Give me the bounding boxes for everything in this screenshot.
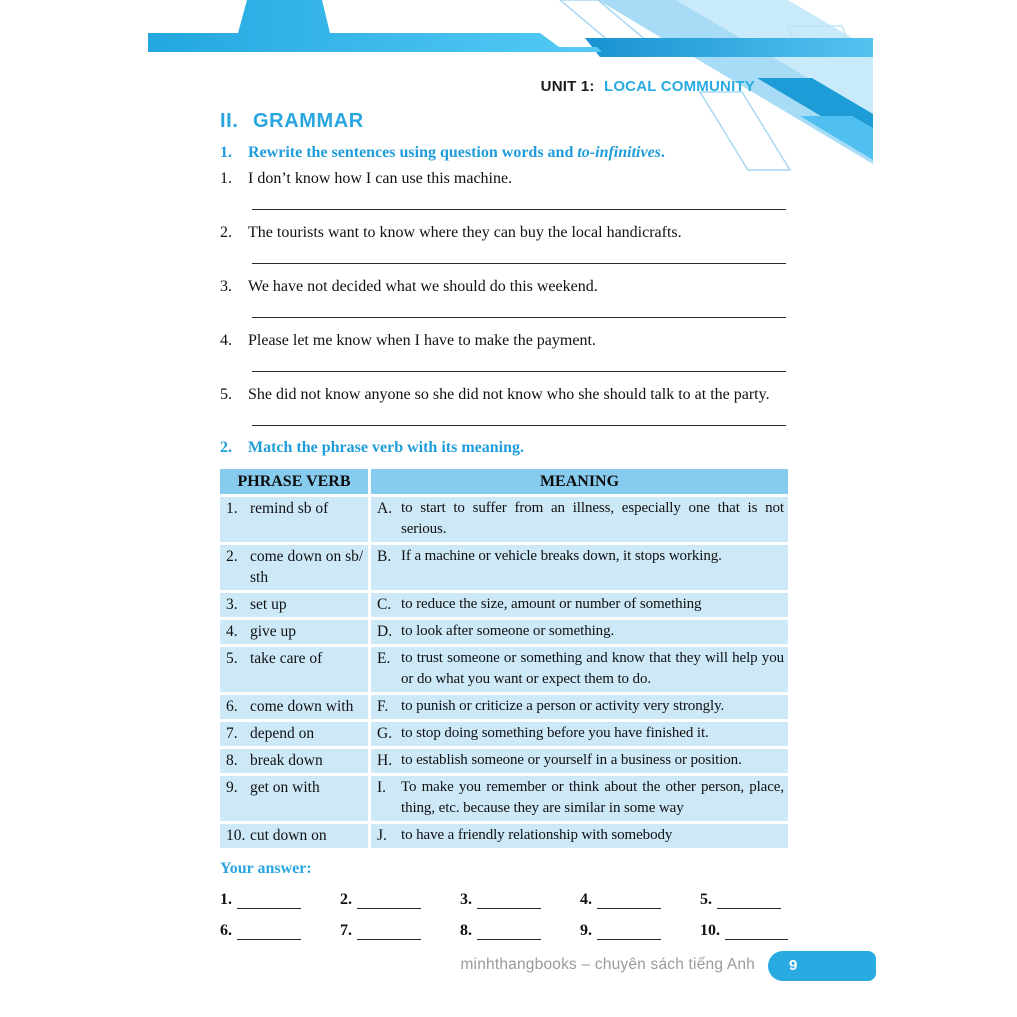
table-row <box>220 497 788 542</box>
meaning-cell <box>371 545 788 590</box>
answer-blank-line <box>597 922 661 940</box>
meaning-text: to punish or criticize a person or activity very strongly. <box>401 698 725 714</box>
rewrite-blank-line <box>252 209 786 210</box>
meaning-cell <box>371 593 788 617</box>
answer-slot-number: 5. <box>700 891 712 908</box>
phrase-number: 4. <box>226 623 238 640</box>
column-header-meaning: MEANING <box>371 469 788 494</box>
meaning-text: to have a friendly relationship with somebody <box>401 827 673 843</box>
phrase-text: give up <box>250 623 297 640</box>
rewrite-blank-line <box>252 425 786 426</box>
phrase-text: take care of <box>250 650 323 667</box>
exercise2-number: 2. <box>220 439 232 456</box>
phrase-text: depend on <box>250 725 315 742</box>
instruction-text-suffix: . <box>660 144 665 161</box>
meaning-letter: J. <box>377 827 387 844</box>
meaning-letter: C. <box>377 596 392 613</box>
answer-slot <box>220 891 308 909</box>
answer-blank-line <box>725 922 788 940</box>
answer-blank-line <box>237 891 301 909</box>
section-numeral: II. <box>220 110 239 132</box>
sentence-text: The tourists want to know where they can buy the local handicrafts. <box>248 224 682 241</box>
answer-slot-number: 10. <box>700 922 720 939</box>
meaning-letter: G. <box>377 725 393 742</box>
instruction-text-italic: to-infinitives <box>577 144 661 161</box>
phrase-number: 3. <box>226 596 238 613</box>
answer-slot <box>460 922 548 940</box>
unit-label: UNIT 1: <box>540 78 595 95</box>
phrase-text: remind sb of <box>250 500 329 517</box>
left-banner-shape <box>148 0 602 52</box>
meaning-letter: H. <box>377 752 393 769</box>
phrase-text: come down with <box>250 698 354 715</box>
table-row <box>220 722 788 746</box>
answers-row-1 <box>220 891 788 909</box>
sentence-number: 1. <box>220 170 232 187</box>
answer-slot-number: 4. <box>580 891 592 908</box>
meaning-cell <box>371 722 788 746</box>
rewrite-blank-line <box>252 263 786 264</box>
sentence-text: Please let me know when I have to make the payment. <box>248 332 596 349</box>
answer-slot-number: 9. <box>580 922 592 939</box>
sentence-item <box>220 223 800 243</box>
phrase-number: 5. <box>226 650 238 667</box>
exercise1-instruction <box>220 144 800 162</box>
phrase-cell <box>220 722 368 746</box>
phrase-number: 1. <box>226 500 238 517</box>
meaning-letter: A. <box>377 500 393 517</box>
meaning-cell <box>371 497 788 542</box>
phrase-text: get on with <box>250 779 320 796</box>
answer-slot-number: 3. <box>460 891 472 908</box>
answer-blank-line <box>357 922 421 940</box>
meaning-cell <box>371 620 788 644</box>
meaning-text: to reduce the size, amount or number of something <box>401 596 702 612</box>
table-row <box>220 593 788 617</box>
answer-blank-line <box>477 891 541 909</box>
sentence-number: 2. <box>220 224 232 241</box>
phrase-text: cut down on <box>250 827 327 844</box>
answer-blank-line <box>357 891 421 909</box>
meaning-cell <box>371 824 788 848</box>
rewrite-blank-line <box>252 317 786 318</box>
answer-blank-line <box>717 891 781 909</box>
answer-slot <box>340 922 428 940</box>
meaning-letter: B. <box>377 548 392 565</box>
section-heading-grammar <box>220 110 800 133</box>
meaning-cell <box>371 776 788 821</box>
phrase-cell <box>220 545 368 590</box>
sentence-block <box>220 277 800 318</box>
dark-band-shape <box>585 38 873 57</box>
table-row <box>220 647 788 692</box>
meaning-cell <box>371 647 788 692</box>
answers-row-2 <box>220 922 788 940</box>
answer-blank-line <box>477 922 541 940</box>
unit-title: LOCAL COMMUNITY <box>603 78 755 95</box>
table-row <box>220 749 788 773</box>
sentence-item <box>220 277 800 297</box>
exercise2-instruction-text: Match the phrase verb with its meaning. <box>248 439 524 456</box>
phrase-number: 10. <box>226 827 246 844</box>
phrase-number: 9. <box>226 779 238 796</box>
phrase-cell <box>220 776 368 821</box>
meaning-cell <box>371 749 788 773</box>
sentence-block <box>220 223 800 264</box>
instruction-text-prefix: Rewrite the sentences using question words and <box>248 144 578 161</box>
phrase-cell <box>220 620 368 644</box>
phrase-cell <box>220 497 368 542</box>
sentence-item <box>220 331 800 351</box>
table-row <box>220 545 788 590</box>
answer-slot-number: 6. <box>220 922 232 939</box>
answer-slot <box>340 891 428 909</box>
meaning-text: to start to suffer from an illness, especially one that is not serious. <box>401 500 784 537</box>
page-number-pill <box>768 951 876 981</box>
sentence-item <box>220 169 800 189</box>
table-row <box>220 824 788 848</box>
meaning-text: to look after someone or something. <box>401 623 615 639</box>
answer-slot-number: 1. <box>220 891 232 908</box>
answer-blank-line <box>237 922 301 940</box>
answer-slot <box>580 891 668 909</box>
sentence-block <box>220 331 800 372</box>
table-header-row <box>220 469 788 494</box>
sentence-text: We have not decided what we should do this weekend. <box>248 278 598 295</box>
answer-blank-line <box>597 891 661 909</box>
sentence-block <box>220 385 800 426</box>
phrase-verb-matching-table <box>217 466 791 851</box>
sentence-text: She did not know anyone so she did not know who she should talk to at the party. <box>248 386 770 403</box>
meaning-letter: I. <box>377 779 387 796</box>
phrase-cell <box>220 695 368 719</box>
meaning-text: If a machine or vehicle breaks down, it stops working. <box>401 548 722 564</box>
exercise1-number: 1. <box>220 144 232 161</box>
meaning-letter: D. <box>377 623 393 640</box>
sentence-number: 4. <box>220 332 232 349</box>
answer-slot <box>580 922 668 940</box>
table-row <box>220 620 788 644</box>
phrase-cell <box>220 749 368 773</box>
section-title: GRAMMAR <box>253 110 364 132</box>
page-content <box>220 110 800 940</box>
meaning-text: to trust someone or something and know that they will help you or do what you want or expect them to do. <box>401 650 784 687</box>
sentence-text: I don’t know how I can use this machine. <box>248 170 513 187</box>
phrase-text: come down on sb/ sth <box>250 548 364 586</box>
sentence-list <box>220 169 800 426</box>
meaning-text: to establish someone or yourself in a business or position. <box>401 752 742 768</box>
answer-slot-number: 7. <box>340 922 352 939</box>
exercise2-instruction <box>220 439 800 457</box>
page-number: 9 <box>789 957 798 974</box>
answer-slot <box>220 922 308 940</box>
phrase-number: 2. <box>226 548 238 565</box>
phrase-number: 6. <box>226 698 238 715</box>
phrase-cell <box>220 593 368 617</box>
meaning-text: To make you remember or think about the other person, place, thing, etc. because they are similar in some way <box>401 779 784 816</box>
meaning-text: to stop doing something before you have finished it. <box>401 725 709 741</box>
footer-brand-text: minhthangbooks – chuyên sách tiếng Anh <box>460 956 755 973</box>
exercise1-instruction-text <box>248 144 665 162</box>
sentence-number: 5. <box>220 386 232 403</box>
answer-slot-number: 8. <box>460 922 472 939</box>
unit-header <box>440 78 755 95</box>
sentence-number: 3. <box>220 278 232 295</box>
meaning-letter: F. <box>377 698 389 715</box>
phrase-text: break down <box>250 752 323 769</box>
phrase-number: 7. <box>226 725 238 742</box>
answer-slot <box>460 891 548 909</box>
rewrite-blank-line <box>252 371 786 372</box>
phrase-cell <box>220 824 368 848</box>
answer-slot-number: 2. <box>340 891 352 908</box>
answer-slot <box>700 922 788 940</box>
meaning-letter: E. <box>377 650 391 667</box>
sentence-block <box>220 169 800 210</box>
phrase-number: 8. <box>226 752 238 769</box>
column-header-phrase-verb: PHRASE VERB <box>220 469 368 494</box>
table-row <box>220 776 788 821</box>
meaning-cell <box>371 695 788 719</box>
phrase-cell <box>220 647 368 692</box>
sentence-item <box>220 385 800 405</box>
phrase-text: set up <box>250 596 287 613</box>
table-row <box>220 695 788 719</box>
answer-slot <box>700 891 788 909</box>
your-answer-label: Your answer: <box>220 860 312 877</box>
